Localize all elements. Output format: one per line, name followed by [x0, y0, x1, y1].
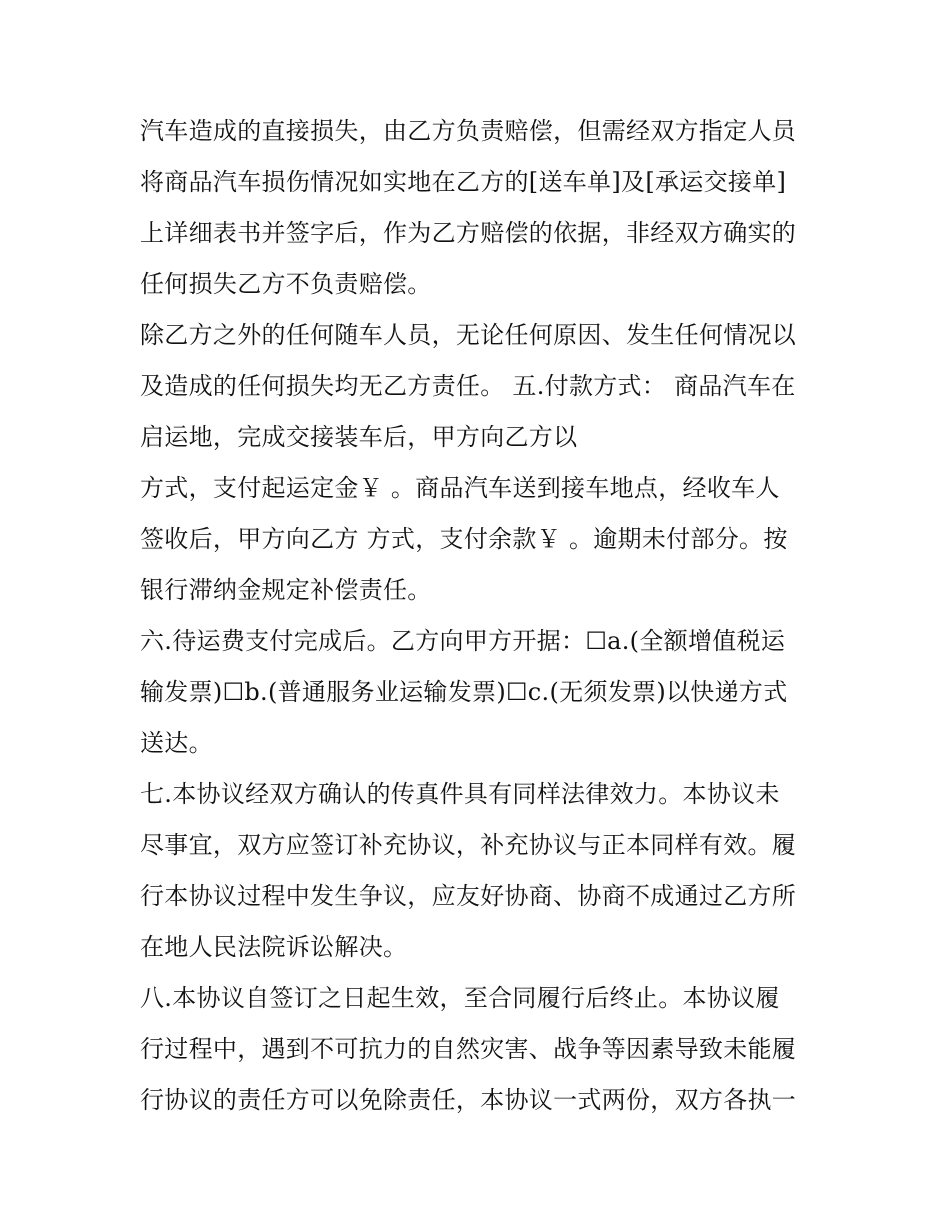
text-line: 八.本协议自签订之日起生效，至合同履行后终止。本协议履: [140, 984, 780, 1012]
text-line: 汽车造成的直接损失，由乙方负责赔偿，但需经双方指定人员: [140, 117, 797, 145]
text-line: 六.待运费支付完成后。乙方向甲方开据：☐a.(全额增值税运: [140, 627, 786, 655]
text-line: 行过程中，遇到不可抗力的自然灾害、战争等因素导致未能履: [140, 1035, 797, 1063]
text-line: 银行滞纳金规定补偿责任。: [140, 576, 432, 604]
text-line: 行协议的责任方可以免除责任，本协议一式两份，双方各执一: [140, 1086, 797, 1114]
text-line: 启运地，完成交接装车后，甲方向乙方以: [140, 423, 578, 451]
text-line: 上详细表书并签字后，作为乙方赔偿的依据，非经双方确实的: [140, 219, 797, 247]
text-line: 七.本协议经双方确认的传真件具有同样法律效力。本协议未: [140, 780, 780, 808]
text-line: 尽事宜，双方应签订补充协议，补充协议与正本同样有效。履: [140, 831, 797, 859]
text-line: 在地人民法院诉讼解决。: [140, 933, 408, 961]
text-line: 签收后，甲方向乙方 方式，支付余款￥ 。逾期未付部分。按: [140, 525, 788, 553]
text-line: 将商品汽车损伤情况如实地在乙方的[送车单]及[承运交接单]: [140, 168, 787, 196]
text-line: 行本协议过程中发生争议，应友好协商、协商不成通过乙方所: [140, 882, 797, 910]
text-line: 及造成的任何损失均无乙方责任。 五.付款方式： 商品汽车在: [140, 372, 796, 400]
text-line: 除乙方之外的任何随车人员，无论任何原因、发生任何情况以: [140, 321, 797, 349]
text-line: 方式，支付起运定金￥ 。商品汽车送到接车地点，经收车人: [140, 474, 780, 502]
text-line: 任何损失乙方不负责赔偿。: [140, 270, 432, 298]
contract-text: [140, 106, 820, 1126]
text-line: 输发票)☐b.(普通服务业运输发票)☐c.(无须发票)以快递方式: [140, 678, 788, 706]
text-line: 送达。: [140, 729, 213, 757]
